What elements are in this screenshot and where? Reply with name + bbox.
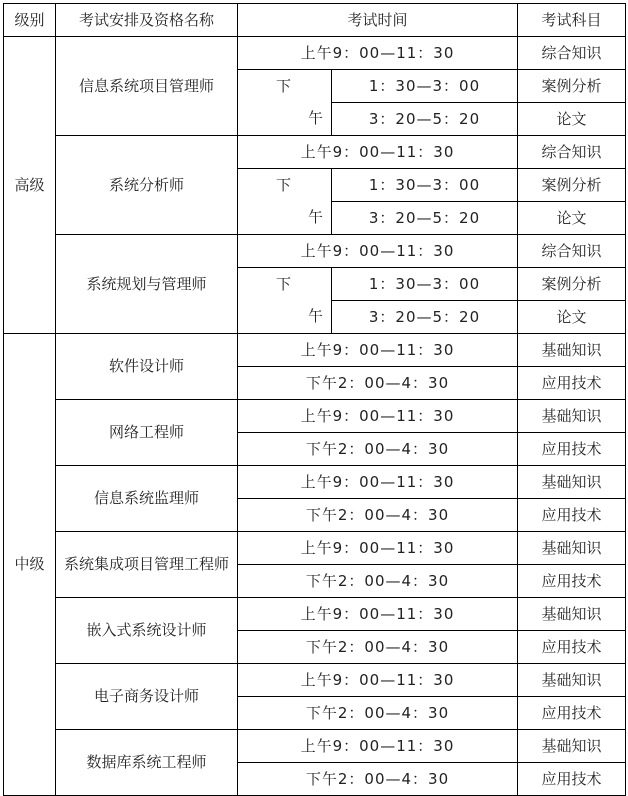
am-time: 上午9：00—11：30 bbox=[238, 37, 518, 70]
am-time: 上午9：00—11：30 bbox=[238, 334, 518, 367]
am-subject: 综合知识 bbox=[518, 136, 626, 169]
table-row bbox=[4, 334, 626, 367]
pm1-time: 1：30—3：00 bbox=[332, 268, 518, 301]
pm-time: 下午2：00—4：30 bbox=[238, 763, 518, 796]
pm2-time: 3：20—5：20 bbox=[332, 103, 518, 136]
am-subject: 基础知识 bbox=[518, 532, 626, 565]
am-subject: 基础知识 bbox=[518, 664, 626, 697]
table-row bbox=[4, 37, 626, 70]
am-subject: 综合知识 bbox=[518, 235, 626, 268]
am-subject: 基础知识 bbox=[518, 730, 626, 763]
pm-subject: 应用技术 bbox=[518, 631, 626, 664]
table-row bbox=[4, 532, 626, 565]
pm-subject: 应用技术 bbox=[518, 499, 626, 532]
header-subject: 考试科目 bbox=[518, 4, 626, 37]
am-time: 上午9：00—11：30 bbox=[238, 730, 518, 763]
am-time: 上午9：00—11：30 bbox=[238, 400, 518, 433]
table-row bbox=[4, 664, 626, 697]
exam-name: 嵌入式系统设计师 bbox=[56, 598, 238, 664]
exam-name: 电子商务设计师 bbox=[56, 664, 238, 730]
pm-label-top: 下 bbox=[238, 70, 332, 103]
table-row bbox=[4, 730, 626, 763]
exam-name: 系统规划与管理师 bbox=[56, 235, 238, 334]
pm-label-bottom: 午 bbox=[238, 301, 332, 334]
exam-name: 软件设计师 bbox=[56, 334, 238, 400]
am-time: 上午9：00—11：30 bbox=[238, 598, 518, 631]
pm-time: 下午2：00—4：30 bbox=[238, 631, 518, 664]
pm-label-top: 下 bbox=[238, 169, 332, 202]
exam-name: 信息系统监理师 bbox=[56, 466, 238, 532]
am-time: 上午9：00—11：30 bbox=[238, 664, 518, 697]
header-level: 级别 bbox=[4, 4, 56, 37]
am-time: 上午9：00—11：30 bbox=[238, 466, 518, 499]
level-senior: 高级 bbox=[4, 37, 56, 334]
exam-name: 系统集成项目管理工程师 bbox=[56, 532, 238, 598]
pm2-time: 3：20—5：20 bbox=[332, 301, 518, 334]
pm-time: 下午2：00—4：30 bbox=[238, 367, 518, 400]
exam-name: 网络工程师 bbox=[56, 400, 238, 466]
am-subject: 基础知识 bbox=[518, 598, 626, 631]
exam-name: 数据库系统工程师 bbox=[56, 730, 238, 796]
pm-subject: 应用技术 bbox=[518, 763, 626, 796]
pm-time: 下午2：00—4：30 bbox=[238, 697, 518, 730]
table-row bbox=[4, 466, 626, 499]
pm-subject: 应用技术 bbox=[518, 697, 626, 730]
pm-subject: 应用技术 bbox=[518, 565, 626, 598]
exam-name: 信息系统项目管理师 bbox=[56, 37, 238, 136]
header-row bbox=[4, 4, 626, 37]
am-subject: 基础知识 bbox=[518, 334, 626, 367]
level-intermediate: 中级 bbox=[4, 334, 56, 796]
pm2-subject: 论文 bbox=[518, 202, 626, 235]
pm-time: 下午2：00—4：30 bbox=[238, 433, 518, 466]
am-time: 上午9：00—11：30 bbox=[238, 532, 518, 565]
pm2-subject: 论文 bbox=[518, 301, 626, 334]
pm1-subject: 案例分析 bbox=[518, 70, 626, 103]
pm2-subject: 论文 bbox=[518, 103, 626, 136]
pm-label-top: 下 bbox=[238, 268, 332, 301]
table-row bbox=[4, 235, 626, 268]
am-subject: 基础知识 bbox=[518, 400, 626, 433]
exam-name: 系统分析师 bbox=[56, 136, 238, 235]
table-row bbox=[4, 598, 626, 631]
pm-time: 下午2：00—4：30 bbox=[238, 499, 518, 532]
exam-schedule-table bbox=[3, 3, 626, 796]
am-subject: 基础知识 bbox=[518, 466, 626, 499]
table-row bbox=[4, 400, 626, 433]
pm1-time: 1：30—3：00 bbox=[332, 169, 518, 202]
am-time: 上午9：00—11：30 bbox=[238, 235, 518, 268]
pm-label-bottom: 午 bbox=[238, 202, 332, 235]
pm-time: 下午2：00—4：30 bbox=[238, 565, 518, 598]
pm2-time: 3：20—5：20 bbox=[332, 202, 518, 235]
pm-subject: 应用技术 bbox=[518, 433, 626, 466]
am-subject: 综合知识 bbox=[518, 37, 626, 70]
am-time: 上午9：00—11：30 bbox=[238, 136, 518, 169]
header-name: 考试安排及资格名称 bbox=[56, 4, 238, 37]
pm1-time: 1：30—3：00 bbox=[332, 70, 518, 103]
pm-subject: 应用技术 bbox=[518, 367, 626, 400]
pm1-subject: 案例分析 bbox=[518, 268, 626, 301]
pm-label-bottom: 午 bbox=[238, 103, 332, 136]
table-row bbox=[4, 136, 626, 169]
header-time: 考试时间 bbox=[238, 4, 518, 37]
pm1-subject: 案例分析 bbox=[518, 169, 626, 202]
